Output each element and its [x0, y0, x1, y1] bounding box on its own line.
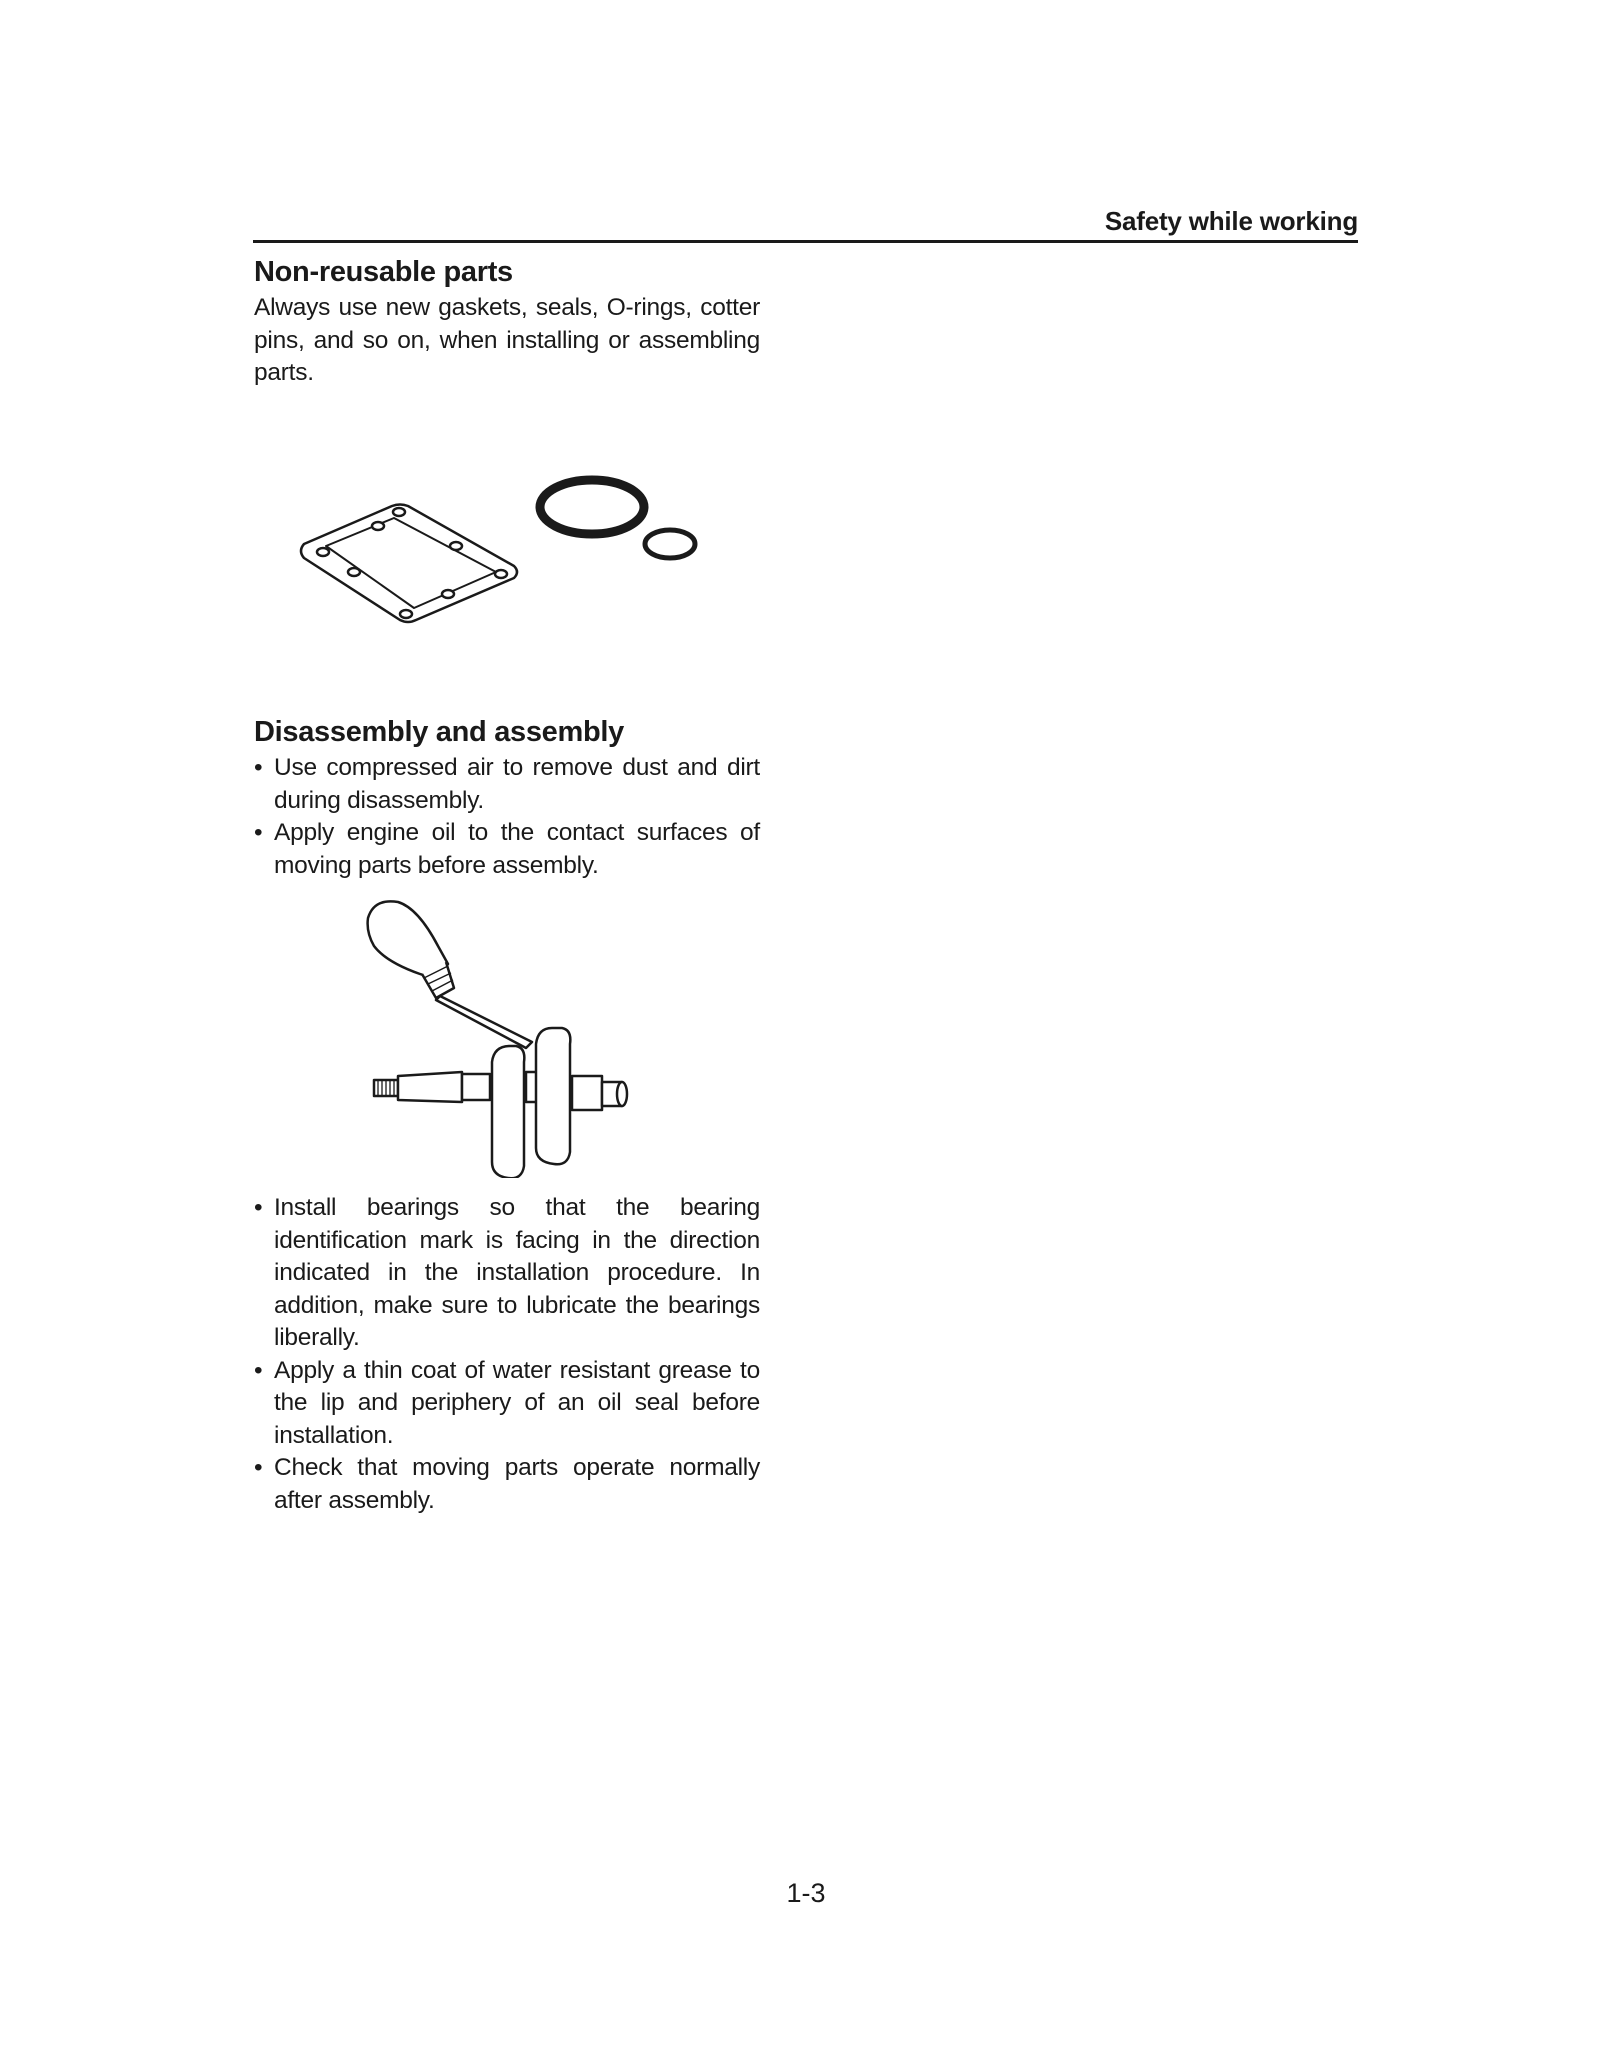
list-item	[254, 1355, 760, 1453]
bullet-text: Install bearings so that the bearing identification mark is facing in the direction indicated in the installation procedure. In addition, make sure to lubricate the bearings liberally.	[274, 1194, 760, 1351]
bullet-glyph: •	[254, 1454, 263, 1481]
o-ring-large-icon	[540, 480, 644, 534]
bullet-glyph: •	[254, 1356, 263, 1384]
oil-crankshaft-illustration	[366, 896, 646, 1178]
oil-can-icon	[368, 901, 532, 1048]
section-nonreusable	[254, 254, 760, 390]
list-item	[254, 1452, 760, 1517]
bullet-list-top	[254, 752, 760, 882]
bullet-text: Check that moving parts operate normally after assembly.	[274, 1454, 760, 1514]
nonreusable-body: Always use new gaskets, seals, O-rings, cotter pins, and so on, when installing or assembling parts.	[254, 294, 760, 386]
bullet-text: Use compressed air to remove dust and dirt during disassembly.	[274, 754, 760, 814]
section-heading-nonreusable: Non-reusable parts	[254, 256, 513, 288]
bullet-text: Apply a thin coat of water resistant grease to the lip and periphery of an oil seal before installation.	[274, 1356, 760, 1449]
bullet-glyph: •	[254, 819, 263, 846]
crankshaft-icon	[374, 1028, 627, 1178]
bullet-glyph: •	[254, 754, 263, 781]
bullet-glyph: •	[254, 1194, 263, 1221]
section-assembly	[254, 714, 760, 882]
list-item	[254, 752, 760, 817]
gasket-oring-illustration	[296, 466, 716, 636]
list-item	[254, 817, 760, 882]
section-heading-assembly: Disassembly and assembly	[254, 716, 624, 748]
page-number: 1-3	[786, 1878, 826, 1908]
o-ring-small-icon	[645, 530, 695, 558]
bullet-text: Apply engine oil to the contact surfaces of moving parts before assembly.	[274, 819, 760, 879]
gasket-icon	[301, 505, 517, 623]
header-rule	[253, 240, 1358, 243]
running-head: Safety while working	[1104, 206, 1358, 236]
list-item	[254, 1192, 760, 1355]
section-assembly-continued	[254, 1192, 760, 1517]
bullet-list-bottom	[254, 1192, 760, 1517]
